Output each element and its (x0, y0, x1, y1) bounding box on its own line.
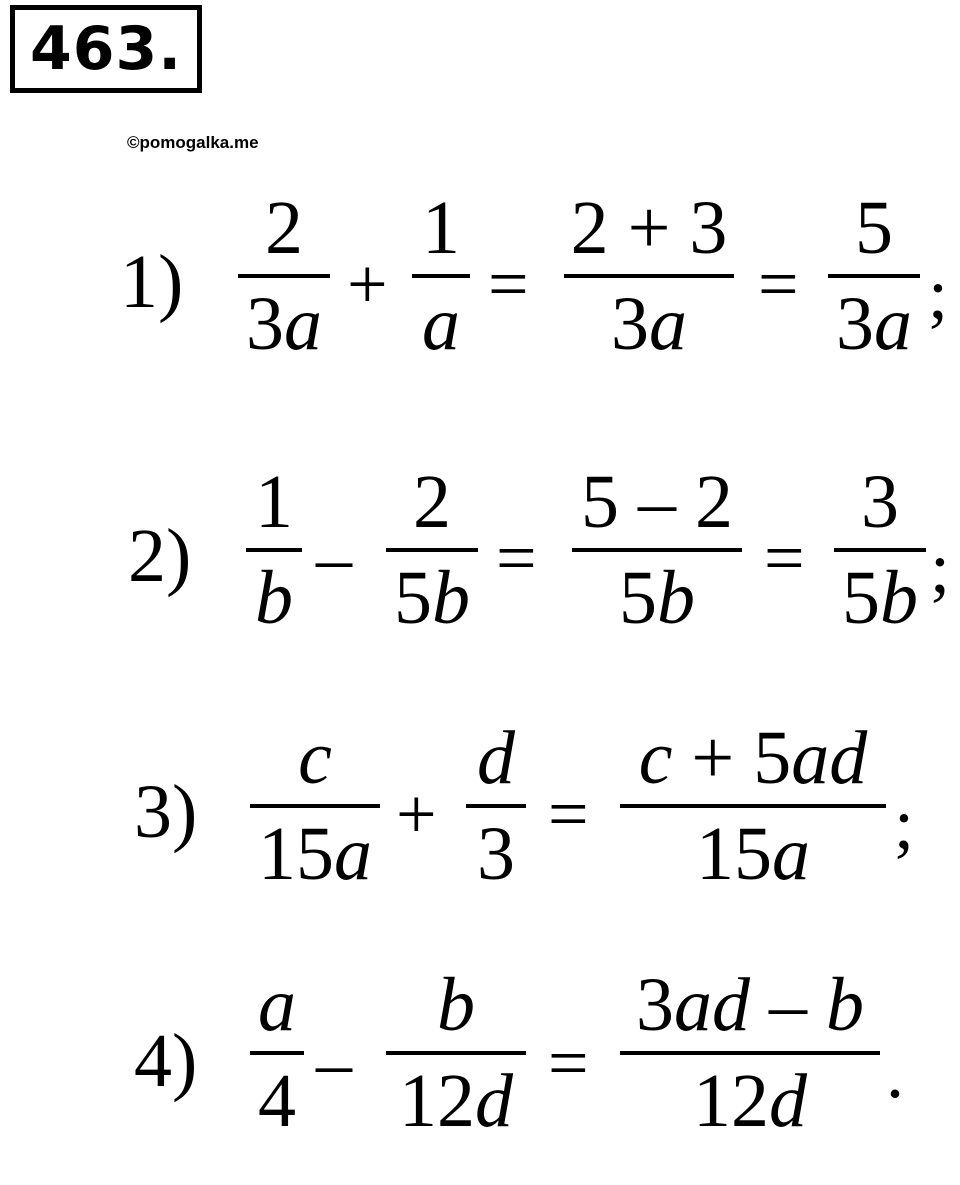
fraction (412, 188, 470, 364)
denominator: 12 d (693, 1059, 807, 1143)
watermark: ©pomogalka.me (127, 133, 259, 152)
numerator: 1 (255, 460, 293, 544)
fraction (834, 462, 926, 638)
fraction-bar (828, 274, 920, 278)
numerator: c (298, 716, 332, 800)
denominator: 5 b (842, 556, 918, 640)
end-punctuation: ; (928, 254, 949, 334)
problem-number-box (10, 5, 202, 93)
equation-line-3 (0, 708, 960, 928)
numerator: 3 (861, 460, 899, 544)
numerator: 5 – 2 (581, 460, 733, 544)
problem-number: 463. (29, 14, 183, 84)
equals-sign: = (496, 518, 537, 598)
fraction-bar (564, 274, 734, 278)
item-label: 3) (134, 770, 198, 854)
denominator: 5 b (394, 556, 470, 640)
fraction-bar (834, 548, 926, 552)
denominator: 15 a (258, 812, 372, 896)
equals-sign: = (758, 244, 799, 324)
fraction-bar (250, 1051, 304, 1055)
fraction (250, 718, 380, 894)
equals-sign: = (548, 1023, 589, 1103)
denominator: b (255, 556, 293, 640)
numerator: a (258, 963, 296, 1047)
operator: + (396, 774, 437, 854)
denominator: 5 b (619, 556, 695, 640)
numerator: 3 ad – b (636, 963, 864, 1047)
numerator: 2 (413, 460, 451, 544)
item-label: 1) (120, 240, 184, 324)
denominator: 12 d (399, 1059, 513, 1143)
fraction-bar (620, 1051, 880, 1055)
denominator: 4 (258, 1059, 296, 1143)
numerator: c + 5 ad (638, 716, 868, 800)
numerator: d (477, 716, 515, 800)
denominator: a (422, 282, 460, 366)
numerator: 2 (265, 186, 303, 270)
numerator: 5 (855, 186, 893, 270)
fraction (246, 462, 302, 638)
fraction (250, 965, 304, 1141)
denominator: 15 a (696, 812, 810, 896)
fraction-bar (466, 804, 526, 808)
operator: – (316, 518, 352, 598)
fraction-bar (386, 548, 478, 552)
equals-sign: = (764, 518, 805, 598)
end-punctuation: ; (930, 528, 951, 608)
fraction (238, 188, 330, 364)
numerator: 2 + 3 (570, 186, 728, 270)
operator: – (316, 1023, 352, 1103)
fraction-bar (620, 804, 886, 808)
item-label: 2) (128, 514, 192, 598)
fraction-bar (246, 548, 302, 552)
equation-line-4 (0, 965, 960, 1185)
denominator: 3 a (246, 282, 322, 366)
denominator: 3 a (836, 282, 912, 366)
equation-line-1 (0, 178, 960, 398)
end-punctuation: ; (894, 784, 915, 864)
denominator: 3 a (611, 282, 687, 366)
numerator: b (437, 963, 475, 1047)
fraction-bar (238, 274, 330, 278)
equation-line-2 (0, 452, 960, 672)
fraction-bar (412, 274, 470, 278)
fraction-bar (386, 1051, 526, 1055)
fraction (564, 188, 734, 364)
equals-sign: = (548, 774, 589, 854)
fraction-bar (572, 548, 742, 552)
denominator: 3 (477, 812, 515, 896)
end-punctuation: . (886, 1033, 904, 1113)
fraction (386, 965, 526, 1141)
fraction (386, 462, 478, 638)
fraction (620, 718, 886, 894)
operator: + (347, 244, 388, 324)
equals-sign: = (488, 244, 529, 324)
fraction (828, 188, 920, 364)
fraction-bar (250, 804, 380, 808)
numerator: 1 (422, 186, 460, 270)
item-label: 4) (134, 1019, 198, 1103)
fraction (572, 462, 742, 638)
fraction (466, 718, 526, 894)
fraction (620, 965, 880, 1141)
